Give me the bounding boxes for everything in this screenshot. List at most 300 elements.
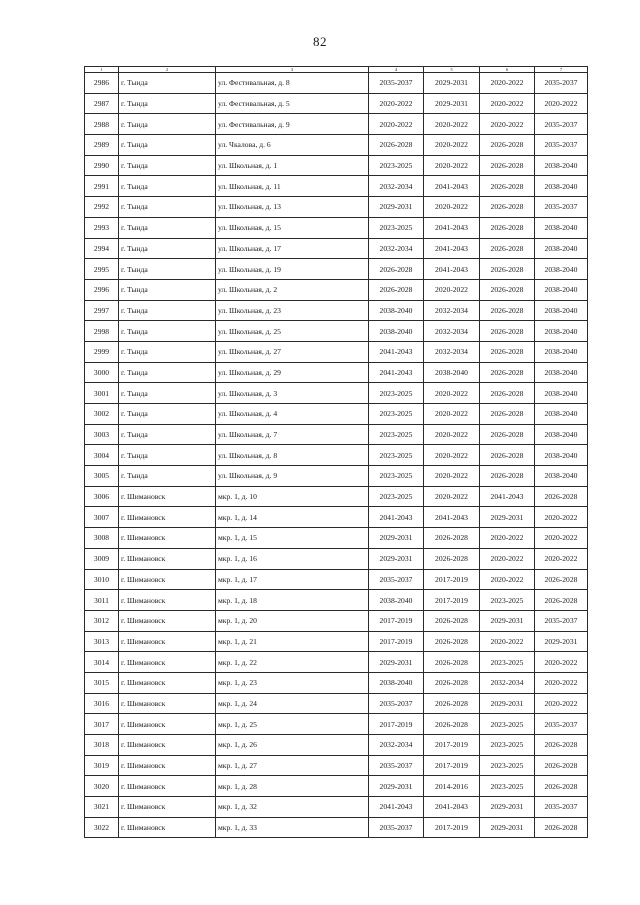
- period-cell: 2026-2028: [535, 486, 588, 507]
- row-number: 2991: [85, 176, 119, 197]
- period-cell: 2038-2040: [535, 424, 588, 445]
- period-cell: 2029-2031: [369, 197, 424, 218]
- period-cell: 2026-2028: [535, 755, 588, 776]
- row-number: 3007: [85, 507, 119, 528]
- city-cell: г. Тында: [119, 300, 216, 321]
- period-cell: 2029-2031: [424, 93, 480, 114]
- period-cell: 2026-2028: [480, 197, 535, 218]
- period-cell: 2041-2043: [424, 238, 480, 259]
- row-number: 3010: [85, 569, 119, 590]
- period-cell: 2020-2022: [535, 548, 588, 569]
- address-cell: ул. Школьная, д. 9: [216, 466, 369, 487]
- period-cell: 2041-2043: [369, 507, 424, 528]
- period-cell: 2029-2031: [369, 528, 424, 549]
- period-cell: 2023-2025: [369, 445, 424, 466]
- period-cell: 2026-2028: [535, 590, 588, 611]
- period-cell: 2020-2022: [424, 445, 480, 466]
- address-cell: мкр. 1, д. 23: [216, 672, 369, 693]
- table-row: [85, 238, 588, 259]
- row-number: 3014: [85, 652, 119, 673]
- period-cell: 2026-2028: [480, 466, 535, 487]
- period-cell: 2041-2043: [369, 797, 424, 818]
- table-row: [85, 672, 588, 693]
- row-number: 3015: [85, 672, 119, 693]
- table-row: [85, 528, 588, 549]
- table-row: [85, 797, 588, 818]
- city-cell: г. Шимановск: [119, 569, 216, 590]
- period-cell: 2035-2037: [535, 797, 588, 818]
- column-number: 6: [480, 67, 535, 73]
- period-cell: 2026-2028: [424, 652, 480, 673]
- table-row: [85, 755, 588, 776]
- table-row: [85, 610, 588, 631]
- period-cell: 2038-2040: [369, 590, 424, 611]
- period-cell: 2038-2040: [369, 321, 424, 342]
- city-cell: г. Тында: [119, 114, 216, 135]
- period-cell: 2020-2022: [535, 672, 588, 693]
- city-cell: г. Тында: [119, 341, 216, 362]
- period-cell: 2038-2040: [535, 321, 588, 342]
- period-cell: 2026-2028: [480, 176, 535, 197]
- period-cell: 2026-2028: [480, 279, 535, 300]
- period-cell: 2029-2031: [480, 817, 535, 838]
- city-cell: г. Шимановск: [119, 797, 216, 818]
- period-cell: 2020-2022: [535, 528, 588, 549]
- address-cell: ул. Школьная, д. 11: [216, 176, 369, 197]
- address-cell: ул. Школьная, д. 1: [216, 155, 369, 176]
- city-cell: г. Шимановск: [119, 631, 216, 652]
- city-cell: г. Шимановск: [119, 755, 216, 776]
- period-cell: 2029-2031: [369, 548, 424, 569]
- period-cell: 2035-2037: [369, 755, 424, 776]
- period-cell: 2035-2037: [535, 135, 588, 156]
- period-cell: 2020-2022: [424, 114, 480, 135]
- period-cell: 2032-2034: [369, 176, 424, 197]
- page-number: 82: [313, 34, 327, 49]
- period-cell: 2038-2040: [535, 300, 588, 321]
- period-cell: 2029-2031: [369, 776, 424, 797]
- city-cell: г. Шимановск: [119, 817, 216, 838]
- table-row: [85, 507, 588, 528]
- row-number: 3022: [85, 817, 119, 838]
- row-number: 2993: [85, 217, 119, 238]
- period-cell: 2020-2022: [480, 569, 535, 590]
- period-cell: 2026-2028: [480, 445, 535, 466]
- period-cell: 2038-2040: [535, 217, 588, 238]
- address-cell: ул. Чкалова, д. 6: [216, 135, 369, 156]
- period-cell: 2023-2025: [480, 652, 535, 673]
- period-cell: 2041-2043: [424, 259, 480, 280]
- period-cell: 2020-2022: [424, 466, 480, 487]
- address-cell: мкр. 1, д. 24: [216, 693, 369, 714]
- period-cell: 2041-2043: [424, 507, 480, 528]
- table-row: [85, 73, 588, 94]
- address-cell: мкр. 1, д. 16: [216, 548, 369, 569]
- period-cell: 2023-2025: [480, 590, 535, 611]
- period-cell: 2026-2028: [535, 735, 588, 756]
- period-cell: 2032-2034: [424, 300, 480, 321]
- column-number: 3: [216, 67, 369, 73]
- period-cell: 2035-2037: [535, 114, 588, 135]
- row-number: 2988: [85, 114, 119, 135]
- address-cell: ул. Школьная, д. 4: [216, 404, 369, 425]
- period-cell: 2017-2019: [424, 817, 480, 838]
- period-cell: 2023-2025: [369, 155, 424, 176]
- table-row: [85, 93, 588, 114]
- period-cell: 2026-2028: [369, 279, 424, 300]
- row-number: 3002: [85, 404, 119, 425]
- period-cell: 2023-2025: [369, 217, 424, 238]
- table-row: [85, 404, 588, 425]
- period-cell: 2017-2019: [424, 569, 480, 590]
- row-number: 3018: [85, 735, 119, 756]
- period-cell: 2038-2040: [535, 362, 588, 383]
- address-cell: ул. Школьная, д. 15: [216, 217, 369, 238]
- table-row: [85, 548, 588, 569]
- period-cell: 2020-2022: [369, 114, 424, 135]
- period-cell: 2023-2025: [480, 714, 535, 735]
- city-cell: г. Шимановск: [119, 714, 216, 735]
- period-cell: 2020-2022: [424, 279, 480, 300]
- period-cell: 2020-2022: [480, 73, 535, 94]
- address-cell: мкр. 1, д. 21: [216, 631, 369, 652]
- address-cell: ул. Фестивальная, д. 5: [216, 93, 369, 114]
- period-cell: 2029-2031: [369, 652, 424, 673]
- address-cell: ул. Фестивальная, д. 8: [216, 73, 369, 94]
- address-cell: ул. Школьная, д. 8: [216, 445, 369, 466]
- period-cell: 2032-2034: [369, 735, 424, 756]
- period-cell: 2020-2022: [424, 383, 480, 404]
- period-cell: 2017-2019: [424, 755, 480, 776]
- address-cell: ул. Школьная, д. 3: [216, 383, 369, 404]
- period-cell: 2038-2040: [535, 155, 588, 176]
- row-number: 3017: [85, 714, 119, 735]
- period-cell: 2029-2031: [480, 693, 535, 714]
- period-cell: 2020-2022: [369, 93, 424, 114]
- period-cell: 2026-2028: [424, 528, 480, 549]
- period-cell: 2014-2016: [424, 776, 480, 797]
- row-number: 3011: [85, 590, 119, 611]
- city-cell: г. Тында: [119, 383, 216, 404]
- row-number: 3020: [85, 776, 119, 797]
- table-row: [85, 155, 588, 176]
- period-cell: 2023-2025: [369, 383, 424, 404]
- address-cell: мкр. 1, д. 28: [216, 776, 369, 797]
- table-row: [85, 445, 588, 466]
- city-cell: г. Тында: [119, 466, 216, 487]
- table-row: [85, 341, 588, 362]
- address-cell: мкр. 1, д. 17: [216, 569, 369, 590]
- period-cell: 2032-2034: [480, 672, 535, 693]
- row-number: 3008: [85, 528, 119, 549]
- table-row: [85, 321, 588, 342]
- city-cell: г. Шимановск: [119, 693, 216, 714]
- row-number: 2997: [85, 300, 119, 321]
- table-row: [85, 817, 588, 838]
- city-cell: г. Тында: [119, 445, 216, 466]
- period-cell: 2026-2028: [480, 321, 535, 342]
- table-row: [85, 714, 588, 735]
- period-cell: 2035-2037: [369, 693, 424, 714]
- period-cell: 2020-2022: [424, 197, 480, 218]
- period-cell: 2020-2022: [424, 135, 480, 156]
- period-cell: 2038-2040: [369, 300, 424, 321]
- city-cell: г. Тында: [119, 404, 216, 425]
- table-body: [85, 73, 588, 838]
- table-row: [85, 279, 588, 300]
- city-cell: г. Шимановск: [119, 528, 216, 549]
- city-cell: г. Шимановск: [119, 672, 216, 693]
- period-cell: 2026-2028: [480, 362, 535, 383]
- period-cell: 2041-2043: [369, 341, 424, 362]
- row-number: 2989: [85, 135, 119, 156]
- period-cell: 2020-2022: [535, 693, 588, 714]
- period-cell: 2038-2040: [535, 238, 588, 259]
- period-cell: 2035-2037: [369, 73, 424, 94]
- row-number: 2999: [85, 341, 119, 362]
- address-cell: мкр. 1, д. 22: [216, 652, 369, 673]
- city-cell: г. Тында: [119, 155, 216, 176]
- row-number: 3009: [85, 548, 119, 569]
- table-row: [85, 135, 588, 156]
- period-cell: 2020-2022: [424, 404, 480, 425]
- table-row: [85, 383, 588, 404]
- period-cell: 2038-2040: [535, 383, 588, 404]
- row-number: 2992: [85, 197, 119, 218]
- row-number: 3021: [85, 797, 119, 818]
- column-number: 7: [535, 67, 588, 73]
- period-cell: 2038-2040: [369, 672, 424, 693]
- row-number: 3005: [85, 466, 119, 487]
- table-row: [85, 217, 588, 238]
- city-cell: г. Шимановск: [119, 610, 216, 631]
- city-cell: г. Тында: [119, 176, 216, 197]
- period-cell: 2020-2022: [480, 631, 535, 652]
- column-number: 4: [369, 67, 424, 73]
- period-cell: 2026-2028: [369, 259, 424, 280]
- period-cell: 2029-2031: [535, 631, 588, 652]
- address-cell: ул. Школьная, д. 29: [216, 362, 369, 383]
- period-cell: 2023-2025: [369, 466, 424, 487]
- period-cell: 2035-2037: [535, 73, 588, 94]
- row-number: 3016: [85, 693, 119, 714]
- period-cell: 2038-2040: [535, 279, 588, 300]
- period-cell: 2029-2031: [480, 507, 535, 528]
- period-cell: 2035-2037: [369, 569, 424, 590]
- period-cell: 2038-2040: [535, 259, 588, 280]
- period-cell: 2026-2028: [424, 714, 480, 735]
- row-number: 2996: [85, 279, 119, 300]
- period-cell: 2038-2040: [535, 466, 588, 487]
- address-cell: мкр. 1, д. 26: [216, 735, 369, 756]
- period-cell: 2026-2028: [480, 300, 535, 321]
- city-cell: г. Шимановск: [119, 486, 216, 507]
- period-cell: 2023-2025: [480, 755, 535, 776]
- period-cell: 2026-2028: [424, 631, 480, 652]
- period-cell: 2020-2022: [535, 93, 588, 114]
- period-cell: 2038-2040: [535, 176, 588, 197]
- period-cell: 2026-2028: [480, 383, 535, 404]
- period-cell: 2026-2028: [480, 217, 535, 238]
- address-cell: ул. Школьная, д. 13: [216, 197, 369, 218]
- city-cell: г. Тында: [119, 362, 216, 383]
- city-cell: г. Тында: [119, 217, 216, 238]
- period-cell: 2020-2022: [424, 486, 480, 507]
- column-number: 2: [119, 67, 216, 73]
- city-cell: г. Тында: [119, 279, 216, 300]
- period-cell: 2038-2040: [535, 341, 588, 362]
- column-number: 5: [424, 67, 480, 73]
- period-cell: 2017-2019: [424, 735, 480, 756]
- address-cell: ул. Школьная, д. 25: [216, 321, 369, 342]
- period-cell: 2023-2025: [369, 424, 424, 445]
- row-number: 3013: [85, 631, 119, 652]
- table-row: [85, 424, 588, 445]
- period-cell: 2026-2028: [369, 135, 424, 156]
- address-cell: мкр. 1, д. 27: [216, 755, 369, 776]
- table-row: [85, 466, 588, 487]
- city-cell: г. Тында: [119, 135, 216, 156]
- city-cell: г. Тында: [119, 321, 216, 342]
- period-cell: 2029-2031: [480, 797, 535, 818]
- address-cell: мкр. 1, д. 10: [216, 486, 369, 507]
- table-row: [85, 590, 588, 611]
- period-cell: 2035-2037: [369, 817, 424, 838]
- row-number: 2986: [85, 73, 119, 94]
- address-cell: ул. Школьная, д. 7: [216, 424, 369, 445]
- period-cell: 2026-2028: [424, 548, 480, 569]
- city-cell: г. Шимановск: [119, 507, 216, 528]
- address-cell: мкр. 1, д. 32: [216, 797, 369, 818]
- period-cell: 2023-2025: [369, 486, 424, 507]
- address-cell: мкр. 1, д. 25: [216, 714, 369, 735]
- row-number: 2998: [85, 321, 119, 342]
- table-row: [85, 114, 588, 135]
- row-number: 3003: [85, 424, 119, 445]
- period-cell: 2026-2028: [424, 693, 480, 714]
- city-cell: г. Шимановск: [119, 735, 216, 756]
- row-number: 2987: [85, 93, 119, 114]
- period-cell: 2017-2019: [369, 714, 424, 735]
- address-cell: мкр. 1, д. 33: [216, 817, 369, 838]
- address-cell: мкр. 1, д. 14: [216, 507, 369, 528]
- period-cell: 2017-2019: [424, 590, 480, 611]
- table-row: [85, 197, 588, 218]
- period-cell: 2035-2037: [535, 714, 588, 735]
- row-number: 2994: [85, 238, 119, 259]
- period-cell: 2032-2034: [424, 321, 480, 342]
- table-row: [85, 631, 588, 652]
- period-cell: 2020-2022: [424, 155, 480, 176]
- period-cell: 2026-2028: [480, 259, 535, 280]
- column-number: 1: [85, 67, 119, 73]
- period-cell: 2026-2028: [424, 610, 480, 631]
- address-cell: ул. Школьная, д. 17: [216, 238, 369, 259]
- city-cell: г. Шимановск: [119, 652, 216, 673]
- row-number: 3000: [85, 362, 119, 383]
- row-number: 3019: [85, 755, 119, 776]
- table-row: [85, 693, 588, 714]
- address-cell: мкр. 1, д. 20: [216, 610, 369, 631]
- city-cell: г. Тында: [119, 424, 216, 445]
- period-cell: 2035-2037: [535, 197, 588, 218]
- period-cell: 2041-2043: [369, 362, 424, 383]
- table-row: [85, 569, 588, 590]
- table-row: [85, 176, 588, 197]
- period-cell: 2020-2022: [480, 548, 535, 569]
- period-cell: 2017-2019: [369, 631, 424, 652]
- period-cell: 2029-2031: [480, 610, 535, 631]
- period-cell: 2026-2028: [535, 569, 588, 590]
- period-cell: 2017-2019: [369, 610, 424, 631]
- period-cell: 2020-2022: [480, 528, 535, 549]
- period-cell: 2020-2022: [480, 93, 535, 114]
- address-cell: ул. Школьная, д. 2: [216, 279, 369, 300]
- city-cell: г. Тында: [119, 238, 216, 259]
- table-row: [85, 735, 588, 756]
- city-cell: г. Тында: [119, 259, 216, 280]
- address-cell: мкр. 1, д. 18: [216, 590, 369, 611]
- period-cell: 2020-2022: [535, 507, 588, 528]
- row-number: 2995: [85, 259, 119, 280]
- table-row: [85, 259, 588, 280]
- address-cell: ул. Школьная, д. 19: [216, 259, 369, 280]
- address-cell: ул. Школьная, д. 27: [216, 341, 369, 362]
- period-cell: 2026-2028: [424, 672, 480, 693]
- period-cell: 2038-2040: [535, 445, 588, 466]
- period-cell: 2020-2022: [535, 652, 588, 673]
- row-number: 3001: [85, 383, 119, 404]
- row-number: 3004: [85, 445, 119, 466]
- period-cell: 2023-2025: [369, 404, 424, 425]
- period-cell: 2026-2028: [535, 776, 588, 797]
- address-cell: ул. Школьная, д. 23: [216, 300, 369, 321]
- period-cell: 2026-2028: [535, 817, 588, 838]
- period-cell: 2020-2022: [480, 114, 535, 135]
- row-number: 3006: [85, 486, 119, 507]
- table-row: [85, 362, 588, 383]
- table-row: [85, 300, 588, 321]
- period-cell: 2026-2028: [480, 238, 535, 259]
- table-row: [85, 776, 588, 797]
- city-cell: г. Шимановск: [119, 590, 216, 611]
- city-cell: г. Тында: [119, 93, 216, 114]
- period-cell: 2026-2028: [480, 135, 535, 156]
- period-cell: 2032-2034: [424, 341, 480, 362]
- period-cell: 2041-2043: [424, 217, 480, 238]
- registry-table: [84, 66, 588, 838]
- period-cell: 2029-2031: [424, 73, 480, 94]
- period-cell: 2032-2034: [369, 238, 424, 259]
- period-cell: 2038-2040: [424, 362, 480, 383]
- period-cell: 2020-2022: [424, 424, 480, 445]
- period-cell: 2023-2025: [480, 776, 535, 797]
- table-row: [85, 652, 588, 673]
- city-cell: г. Шимановск: [119, 776, 216, 797]
- city-cell: г. Тында: [119, 197, 216, 218]
- row-number: 2990: [85, 155, 119, 176]
- address-cell: ул. Фестивальная, д. 9: [216, 114, 369, 135]
- period-cell: 2026-2028: [480, 404, 535, 425]
- period-cell: 2038-2040: [535, 404, 588, 425]
- city-cell: г. Шимановск: [119, 548, 216, 569]
- period-cell: 2026-2028: [480, 424, 535, 445]
- period-cell: 2026-2028: [480, 155, 535, 176]
- period-cell: 2035-2037: [535, 610, 588, 631]
- period-cell: 2041-2043: [424, 797, 480, 818]
- city-cell: г. Тында: [119, 73, 216, 94]
- period-cell: 2041-2043: [480, 486, 535, 507]
